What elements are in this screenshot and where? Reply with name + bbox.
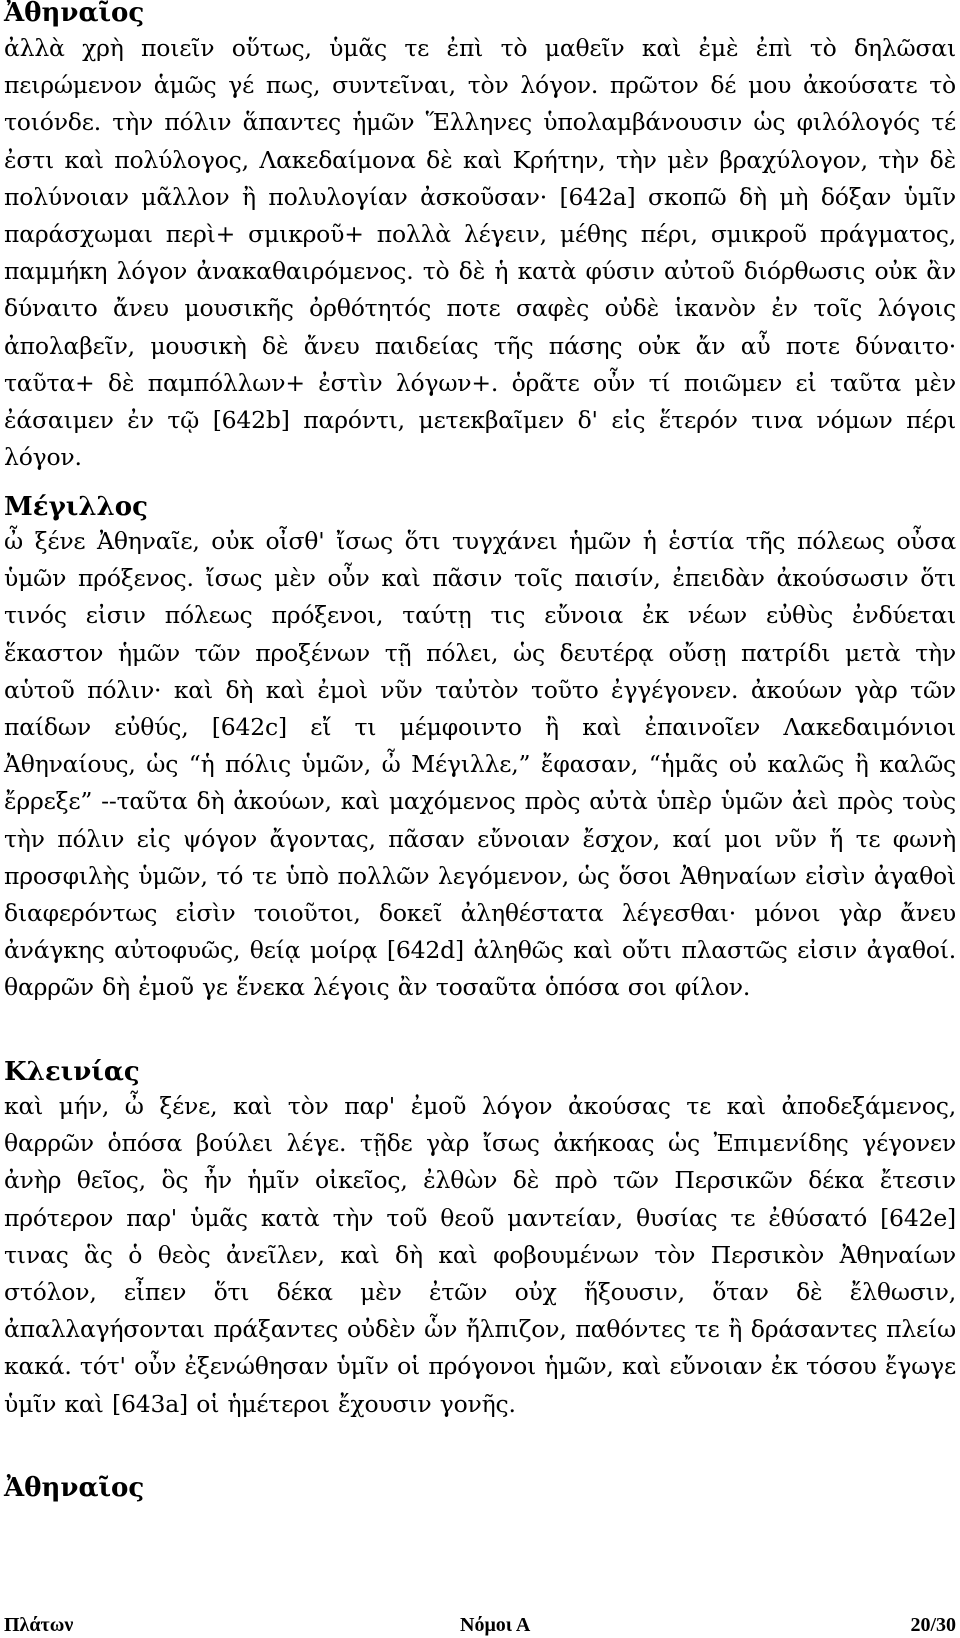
dialogue-paragraph: ἀλλὰ χρὴ ποιεῖν οὕτως, ὑμᾶς τε ἐπὶ τὸ μαθεῖν καὶ ἐμὲ ἐπὶ τὸ δηλῶσαι πειρώμενον ἁμῶς γέ πως, συντεῖναι, τὸν λόγον. πρῶτον δέ μου ἀκούσατε τὸ τοιόνδε. τὴν πόλιν ἅπαντες ἡμῶν Ἕλληνες ὑπολαμβάνουσιν ὡς φιλόλογός τέ ἐστι καὶ πολύλογος, Λακεδαίμονα δὲ καὶ Κρήτην, τὴν μὲν βραχύλογον, τὴν δὲ πολύνοιαν μᾶλλον ἢ πολυλογίαν ἀσκοῦσαν· [642a] σκοπῶ δὴ μὴ δόξαν ὑμῖν παράσχωμαι περὶ+ σμικροῦ+ πολλὰ λέγειν, μέθης πέρι, σμικροῦ πράγματος, παμμήκη λόγον ἀνακαθαιρόμενος. τὸ δὲ ἡ κατὰ φύσιν αὐτοῦ διόρθωσις οὐκ ἂν δύναιτο ἄνευ μουσικῆς ὀρθότητός ποτε σαφὲς οὐδὲ ἱκανὸν ἐν τοῖς λόγοις ἀπολαβεῖν, μουσικὴ δὲ ἄνευ παιδείας τῆς πάσης οὐκ ἄν αὖ ποτε δύναιτο· ταῦτα+ δὲ παμπόλλων+ ἐστὶν λόγων+. ὁρᾶτε οὖν τί ποιῶμεν εἰ ταῦτα μὲν ἐάσαιμεν ἐν τῷ [642b] παρόντι, μετεκβαῖμεν δ' εἰς ἕτερόν τινα νόμων πέρι λόγον. (4, 34, 956, 472)
speaker-heading: Μέγιλλος (4, 492, 148, 522)
speaker-heading: Ἀθηναῖος (4, 1473, 145, 1503)
footer-title: Νόμοι Α (460, 1614, 531, 1636)
dialogue-paragraph: καὶ μήν, ὦ ξένε, καὶ τὸν παρ' ἐμοῦ λόγον ἀκούσας τε καὶ ἀποδεξάμενος, θαρρῶν ὁπόσα βούλει λέγε. τῇδε γὰρ ἴσως ἀκήκοας ὡς Ἐπιμενίδης γέγονεν ἀνὴρ θεῖος, ὃς ἦν ἡμῖν οἰκεῖος, ἐλθὼν δὲ πρὸ τῶν Περσικῶν δέκα ἔτεσιν πρότερον παρ' ὑμᾶς κατὰ τὴν τοῦ θεοῦ μαντείαν, θυσίας τε ἐθύσατό [642e] τινας ἃς ὁ θεὸς ἀνεῖλεν, καὶ δὴ καὶ φοβουμένων τὸν Περσικὸν Ἀθηναίων στόλον, εἶπεν ὅτι δέκα μὲν ἐτῶν οὐχ ἥξουσιν, ὅταν δὲ ἔλθωσιν, ἀπαλλαγήσονται πράξαντες οὐδὲν ὧν ἤλπιζον, παθόντες τε ἢ δράσαντες πλείω κακά. τότ' οὖν ἐξενώθησαν ὑμῖν οἱ πρόγονοι ἡμῶν, καὶ εὔνοιαν ἐκ τόσου ἔγωγε ὑμῖν καὶ [643a] οἱ ἡμέτεροι ἔχουσιν γονῆς. (4, 1092, 956, 1418)
speaker-heading: Ἀθηναῖος (4, 0, 145, 28)
page-footer (0, 1614, 960, 1638)
footer-page-number: 20/30 (910, 1614, 956, 1636)
footer-author: Πλάτων (4, 1614, 74, 1636)
dialogue-paragraph: ὦ ξένε Ἀθηναῖε, οὐκ οἶσθ' ἴσως ὅτι τυγχάνει ἡμῶν ἡ ἑστία τῆς πόλεως οὖσα ὑμῶν πρόξενος. ἴσως μὲν οὖν καὶ πᾶσιν τοῖς παισίν, ἐπειδὰν ἀκούσωσιν ὅτι τινός εἰσιν πόλεως πρόξενοι, ταύτῃ τις εὔνοια ἐκ νέων εὐθὺς ἐνδύεται ἕκαστον ἡμῶν τῶν προξένων τῇ πόλει, ὡς δευτέρᾳ οὔσῃ πατρίδι μετὰ τὴν αὑτοῦ πόλιν· καὶ δὴ καὶ ἐμοὶ νῦν ταὐτὸν τοῦτο ἐγγέγονεν. ἀκούων γὰρ τῶν παίδων εὐθύς, [642c] εἴ τι μέμφοιντο ἢ καὶ ἐπαινοῖεν Λακεδαιμόνιοι Ἀθηναίους, ὡς “ἡ πόλις ὑμῶν, ὦ Μέγιλλε,” ἔφασαν, “ἡμᾶς οὐ καλῶς ἢ καλῶς ἔρρεξε” --ταῦτα δὴ ἀκούων, καὶ μαχόμενος πρὸς αὐτὰ ὑπὲρ ὑμῶν ἀεὶ πρὸς τοὺς τὴν πόλιν εἰς ψόγον ἄγοντας, πᾶσαν εὔνοιαν ἔσχον, καί μοι νῦν ἥ τε φωνὴ προσφιλὴς ὑμῶν, τό τε ὑπὸ πολλῶν λεγόμενον, ὡς ὅσοι Ἀθηναίων εἰσὶν ἀγαθοὶ διαφερόντως εἰσὶν τοιοῦτοι, δοκεῖ ἀληθέστατα λέγεσθαι· μόνοι γὰρ ἄνευ ἀνάγκης αὐτοφυῶς, θείᾳ μοίρᾳ [642d] ἀληθῶς καὶ οὔτι πλαστῶς εἰσιν ἀγαθοί. θαρρῶν δὴ ἐμοῦ γε ἕνεκα λέγοις ἂν τοσαῦτα ὁπόσα σοι φίλον. (4, 527, 956, 1002)
speaker-heading: Κλεινίας (4, 1057, 140, 1087)
